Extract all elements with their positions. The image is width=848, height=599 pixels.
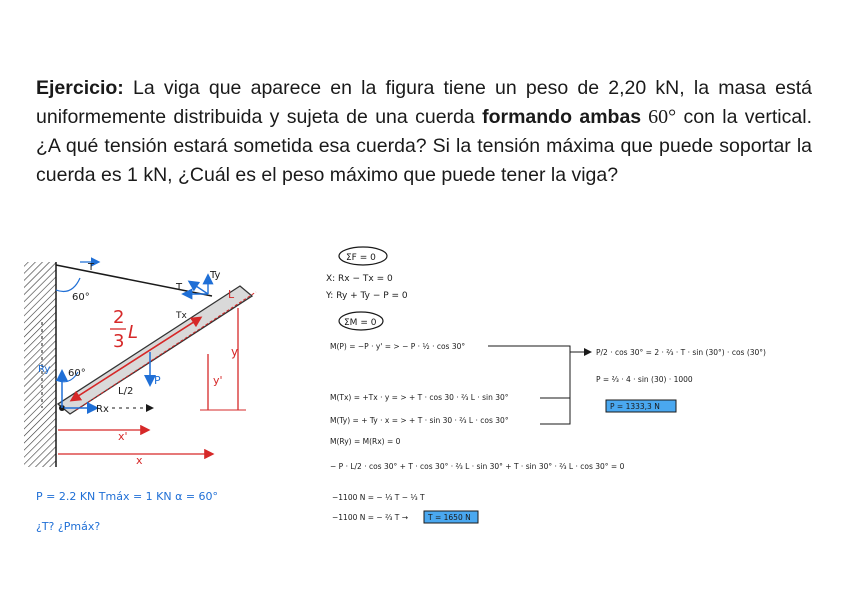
exercise-label: Ejercicio: [36, 77, 124, 99]
label-x: x [136, 454, 143, 467]
label-angle-top: 60° [72, 292, 90, 303]
problem-bold: formando ambas [482, 106, 642, 128]
beam [58, 286, 252, 414]
equations [325, 247, 766, 523]
label-ry: Ry [38, 364, 51, 375]
eq-step-1: −1100 N = − ⅓ T − ⅓ T [332, 493, 425, 502]
label-l: L [228, 288, 235, 301]
eq-sum-f: ΣF = 0 [346, 253, 376, 263]
label-t2: T [176, 282, 183, 293]
pmax-2: P = ⅔ · 4 · sin (30) · 1000 [596, 375, 693, 384]
label-tx: Tx [176, 311, 187, 321]
label-frac-num: 2 [113, 307, 125, 328]
givens-line-1: P = 2.2 KN Tmáx = 1 KN α = 60° [36, 490, 219, 503]
problem-text-2: con la vertical. ¿A qué tensión estará sometida esa cuerda? Si la tensión máxima que puede soportar la cuerda es 1 kN, ¿Cuál es el peso máximo que puede tener la viga? [36, 106, 812, 186]
eq-y: Y: Ry + Ty − P = 0 [326, 291, 408, 301]
eq-m-r: M(Ry) = M(Rx) = 0 [330, 437, 401, 446]
eq-sum-m: ΣM = 0 [344, 318, 377, 328]
eq-m-ty: M(Ty) = + Ty · x = > + T · sin 30 · ⅔ L · cos 30° [330, 416, 509, 425]
eq-m-p: M(P) = −P · y' = > − P · ½ · cos 30° [330, 342, 466, 351]
problem-angle: 60° [641, 106, 677, 128]
label-y: y [231, 345, 239, 359]
givens-line-2: ¿T? ¿Pmáx? [36, 520, 101, 533]
label-frac-l: L [128, 322, 139, 343]
label-x-prime: x' [118, 430, 128, 443]
label-l-half: L/2 [118, 386, 134, 397]
eq-sum-line: − P · L/2 · cos 30° + T · cos 30° · ⅔ L · sin 30° + T · sin 30° · ⅔ L · cos 30° = 0 [330, 462, 625, 471]
beam-diagram [24, 262, 256, 467]
result-t: T = 1650 N [428, 513, 471, 522]
label-p: P [154, 374, 161, 387]
label-angle-mid: 60° [68, 368, 86, 379]
result-p: P = 1333,3 N [610, 402, 660, 411]
pmax-1: P/2 · cos 30° = 2 · ⅔ · T · sin (30°) · cos (30°) [596, 348, 766, 357]
label-t: T [88, 262, 95, 273]
label-y-prime: y' [213, 374, 223, 387]
eq-x: X: Rx − Tx = 0 [326, 274, 393, 284]
problem-text-1: La viga que aparece en la figura tiene un peso de 2,20 kN, la masa está uniformemente distribuida y sujeta de una cuerda [36, 77, 812, 128]
label-rx: Rx [96, 404, 109, 415]
eq-step-2: −1100 N = − ⅔ T → [332, 513, 408, 522]
label-frac-den: 3 [113, 331, 125, 352]
label-ty: Ty [210, 270, 221, 281]
eq-m-tx: M(Tx) = +Tx · y = > + T · cos 30 · ⅔ L · sin 30° [330, 393, 509, 402]
